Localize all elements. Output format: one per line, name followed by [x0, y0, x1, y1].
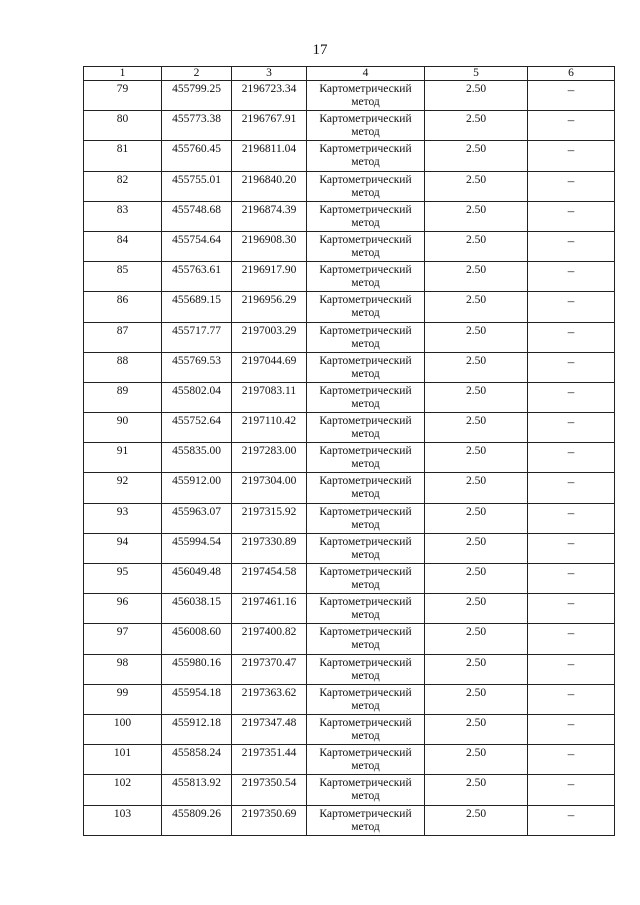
accuracy-cell: 2.50	[425, 262, 528, 292]
method-cell	[307, 503, 425, 533]
accuracy-cell: 2.50	[425, 473, 528, 503]
table-row	[84, 805, 615, 835]
method-cell	[307, 443, 425, 473]
method-line-1: Картометрический	[319, 445, 412, 458]
method-line-1: Картометрический	[319, 233, 412, 246]
coord-x: 455963.07	[162, 503, 232, 533]
coord-y: 2197347.48	[232, 714, 307, 744]
column-header: 2	[162, 67, 232, 81]
accuracy-cell: 2.50	[425, 81, 528, 111]
point-number: 101	[84, 745, 162, 775]
coord-y: 2196956.29	[232, 292, 307, 322]
method-line-2: метод	[351, 186, 380, 199]
method-line-1: Картометрический	[319, 384, 412, 397]
method-line-1: Картометрический	[319, 203, 412, 216]
method-line-1: Картометрический	[319, 415, 412, 428]
table-row	[84, 714, 615, 744]
accuracy-cell: 2.50	[425, 231, 528, 261]
accuracy-cell: 2.50	[425, 624, 528, 654]
method-line-2: метод	[351, 669, 380, 682]
note-cell: –	[528, 141, 615, 171]
table-row	[84, 413, 615, 443]
coord-y: 2197283.00	[232, 443, 307, 473]
page-number: 17	[312, 42, 328, 58]
method-cell	[307, 714, 425, 744]
point-number: 84	[84, 231, 162, 261]
method-cell	[307, 322, 425, 352]
coord-x: 455769.53	[162, 352, 232, 382]
table-row	[84, 292, 615, 322]
table-row	[84, 171, 615, 201]
table-row	[84, 322, 615, 352]
accuracy-cell: 2.50	[425, 352, 528, 382]
accuracy-cell: 2.50	[425, 745, 528, 775]
method-cell	[307, 654, 425, 684]
note-cell: –	[528, 775, 615, 805]
point-number: 90	[84, 413, 162, 443]
accuracy-cell: 2.50	[425, 382, 528, 412]
method-cell	[307, 594, 425, 624]
method-line-2: метод	[351, 428, 380, 441]
note-cell: –	[528, 292, 615, 322]
coord-x: 455835.00	[162, 443, 232, 473]
method-line-1: Картометрический	[319, 264, 412, 277]
method-cell	[307, 171, 425, 201]
coord-y: 2197350.54	[232, 775, 307, 805]
method-line-2: метод	[351, 367, 380, 380]
method-line-2: метод	[351, 518, 380, 531]
method-line-1: Картометрический	[319, 777, 412, 790]
method-cell	[307, 745, 425, 775]
point-number: 80	[84, 111, 162, 141]
coord-x: 456008.60	[162, 624, 232, 654]
note-cell: –	[528, 81, 615, 111]
accuracy-cell: 2.50	[425, 503, 528, 533]
accuracy-cell: 2.50	[425, 443, 528, 473]
note-cell: –	[528, 714, 615, 744]
column-header: 3	[232, 67, 307, 81]
note-cell: –	[528, 745, 615, 775]
point-number: 85	[84, 262, 162, 292]
note-cell: –	[528, 503, 615, 533]
method-line-2: метод	[351, 639, 380, 652]
coord-y: 2197461.16	[232, 594, 307, 624]
method-cell	[307, 231, 425, 261]
point-number: 102	[84, 775, 162, 805]
method-cell	[307, 805, 425, 835]
method-line-1: Картометрический	[319, 626, 412, 639]
coord-x: 455760.45	[162, 141, 232, 171]
note-cell: –	[528, 594, 615, 624]
table-row	[84, 745, 615, 775]
table-row	[84, 564, 615, 594]
coord-y: 2197351.44	[232, 745, 307, 775]
method-line-2: метод	[351, 790, 380, 803]
point-number: 100	[84, 714, 162, 744]
coord-y: 2197315.92	[232, 503, 307, 533]
point-number: 103	[84, 805, 162, 835]
note-cell: –	[528, 564, 615, 594]
method-line-1: Картометрический	[319, 566, 412, 578]
table-row	[84, 352, 615, 382]
method-line-1: Картометрический	[319, 716, 412, 729]
coord-y: 2197003.29	[232, 322, 307, 352]
point-number: 99	[84, 684, 162, 714]
note-cell: –	[528, 231, 615, 261]
coordinates-table	[83, 66, 615, 836]
method-cell	[307, 624, 425, 654]
column-header: 4	[307, 67, 425, 81]
method-line-1: Картометрический	[319, 173, 412, 186]
point-number: 83	[84, 201, 162, 231]
method-line-1: Картометрический	[319, 113, 412, 126]
method-line-2: метод	[351, 820, 380, 833]
point-number: 86	[84, 292, 162, 322]
method-line-1: Картометрический	[319, 83, 412, 95]
note-cell: –	[528, 171, 615, 201]
coord-y: 2197330.89	[232, 533, 307, 563]
coord-y: 2197400.82	[232, 624, 307, 654]
coord-x: 455802.04	[162, 382, 232, 412]
coord-y: 2196840.20	[232, 171, 307, 201]
note-cell: –	[528, 654, 615, 684]
table-row	[84, 654, 615, 684]
note-cell: –	[528, 352, 615, 382]
method-line-2: метод	[351, 216, 380, 229]
point-number: 88	[84, 352, 162, 382]
accuracy-cell: 2.50	[425, 533, 528, 563]
note-cell: –	[528, 684, 615, 714]
coord-x: 455980.16	[162, 654, 232, 684]
accuracy-cell: 2.50	[425, 171, 528, 201]
note-cell: –	[528, 443, 615, 473]
point-number: 92	[84, 473, 162, 503]
coord-x: 455799.25	[162, 81, 232, 111]
method-line-1: Картометрический	[319, 747, 412, 760]
coord-x: 455717.77	[162, 322, 232, 352]
column-header: 5	[425, 67, 528, 81]
accuracy-cell: 2.50	[425, 413, 528, 443]
method-line-1: Картометрический	[319, 807, 412, 820]
accuracy-cell: 2.50	[425, 141, 528, 171]
coord-x: 455763.61	[162, 262, 232, 292]
method-cell	[307, 533, 425, 563]
table-row	[84, 624, 615, 654]
method-cell	[307, 141, 425, 171]
point-number: 97	[84, 624, 162, 654]
coord-y: 2196723.34	[232, 81, 307, 111]
coord-x: 455994.54	[162, 533, 232, 563]
method-line-2: метод	[351, 397, 380, 410]
coord-x: 455912.18	[162, 714, 232, 744]
method-line-1: Картометрический	[319, 656, 412, 669]
method-line-1: Картометрический	[319, 354, 412, 367]
coord-y: 2196767.91	[232, 111, 307, 141]
coord-y: 2197110.42	[232, 413, 307, 443]
coord-x: 455755.01	[162, 171, 232, 201]
method-line-2: метод	[351, 307, 380, 320]
point-number: 93	[84, 503, 162, 533]
table-row	[84, 201, 615, 231]
method-line-1: Картометрический	[319, 143, 412, 156]
table-row	[84, 262, 615, 292]
accuracy-cell: 2.50	[425, 684, 528, 714]
accuracy-cell: 2.50	[425, 654, 528, 684]
note-cell: –	[528, 413, 615, 443]
table-row	[84, 141, 615, 171]
point-number: 79	[84, 81, 162, 111]
note-cell: –	[528, 473, 615, 503]
note-cell: –	[528, 382, 615, 412]
method-line-1: Картометрический	[319, 324, 412, 337]
point-number: 81	[84, 141, 162, 171]
note-cell: –	[528, 805, 615, 835]
accuracy-cell: 2.50	[425, 775, 528, 805]
method-cell	[307, 382, 425, 412]
method-line-2: метод	[351, 488, 380, 501]
table-header-row	[84, 67, 615, 81]
method-line-2: метод	[351, 96, 380, 108]
method-line-1: Картометрический	[319, 686, 412, 699]
accuracy-cell: 2.50	[425, 111, 528, 141]
table-row	[84, 111, 615, 141]
note-cell: –	[528, 111, 615, 141]
method-cell	[307, 684, 425, 714]
method-cell	[307, 111, 425, 141]
coord-x: 455773.38	[162, 111, 232, 141]
table-row	[84, 81, 615, 111]
note-cell: –	[528, 533, 615, 563]
coord-y: 2197044.69	[232, 352, 307, 382]
coord-x: 455689.15	[162, 292, 232, 322]
coord-x: 455954.18	[162, 684, 232, 714]
method-cell	[307, 352, 425, 382]
coord-y: 2197454.58	[232, 564, 307, 594]
table-row	[84, 382, 615, 412]
method-line-2: метод	[351, 156, 380, 169]
point-number: 95	[84, 564, 162, 594]
coord-y: 2196874.39	[232, 201, 307, 231]
accuracy-cell: 2.50	[425, 594, 528, 624]
point-number: 98	[84, 654, 162, 684]
method-line-1: Картометрический	[319, 596, 412, 609]
coord-x: 455754.64	[162, 231, 232, 261]
accuracy-cell: 2.50	[425, 292, 528, 322]
coord-x: 455912.00	[162, 473, 232, 503]
table-row	[84, 503, 615, 533]
method-line-2: метод	[351, 699, 380, 712]
coord-y: 2197370.47	[232, 654, 307, 684]
column-header: 1	[84, 67, 162, 81]
method-line-1: Картометрический	[319, 294, 412, 307]
method-line-2: метод	[351, 246, 380, 259]
method-line-2: метод	[351, 458, 380, 471]
method-cell	[307, 775, 425, 805]
note-cell: –	[528, 322, 615, 352]
method-cell	[307, 564, 425, 594]
coord-y: 2197083.11	[232, 382, 307, 412]
method-line-2: метод	[351, 729, 380, 742]
coord-x: 455748.68	[162, 201, 232, 231]
method-line-1: Картометрический	[319, 535, 412, 548]
coord-y: 2196811.04	[232, 141, 307, 171]
method-line-1: Картометрический	[319, 475, 412, 488]
note-cell: –	[528, 624, 615, 654]
coord-x: 456038.15	[162, 594, 232, 624]
method-line-2: метод	[351, 579, 380, 591]
method-cell	[307, 201, 425, 231]
coord-x: 455809.26	[162, 805, 232, 835]
method-line-2: метод	[351, 548, 380, 561]
coord-y: 2196917.90	[232, 262, 307, 292]
accuracy-cell: 2.50	[425, 714, 528, 744]
table-row	[84, 231, 615, 261]
accuracy-cell: 2.50	[425, 564, 528, 594]
coord-x: 456049.48	[162, 564, 232, 594]
table-row	[84, 443, 615, 473]
table-row	[84, 533, 615, 563]
method-cell	[307, 473, 425, 503]
note-cell: –	[528, 262, 615, 292]
accuracy-cell: 2.50	[425, 322, 528, 352]
method-cell	[307, 413, 425, 443]
coord-x: 455858.24	[162, 745, 232, 775]
accuracy-cell: 2.50	[425, 201, 528, 231]
table-row	[84, 594, 615, 624]
method-line-2: метод	[351, 609, 380, 622]
method-cell	[307, 292, 425, 322]
table-row	[84, 775, 615, 805]
method-line-1: Картометрический	[319, 505, 412, 518]
coord-x: 455813.92	[162, 775, 232, 805]
note-cell: –	[528, 201, 615, 231]
method-cell	[307, 262, 425, 292]
point-number: 91	[84, 443, 162, 473]
method-cell	[307, 81, 425, 111]
method-line-2: метод	[351, 126, 380, 139]
table-row	[84, 684, 615, 714]
method-line-2: метод	[351, 277, 380, 290]
column-header: 6	[528, 67, 615, 81]
point-number: 94	[84, 533, 162, 563]
accuracy-cell: 2.50	[425, 805, 528, 835]
coord-y: 2197304.00	[232, 473, 307, 503]
point-number: 82	[84, 171, 162, 201]
coord-y: 2197350.69	[232, 805, 307, 835]
method-line-2: метод	[351, 337, 380, 350]
coord-x: 455752.64	[162, 413, 232, 443]
coord-y: 2197363.62	[232, 684, 307, 714]
coord-y: 2196908.30	[232, 231, 307, 261]
point-number: 89	[84, 382, 162, 412]
method-line-2: метод	[351, 760, 380, 773]
point-number: 96	[84, 594, 162, 624]
point-number: 87	[84, 322, 162, 352]
table-row	[84, 473, 615, 503]
